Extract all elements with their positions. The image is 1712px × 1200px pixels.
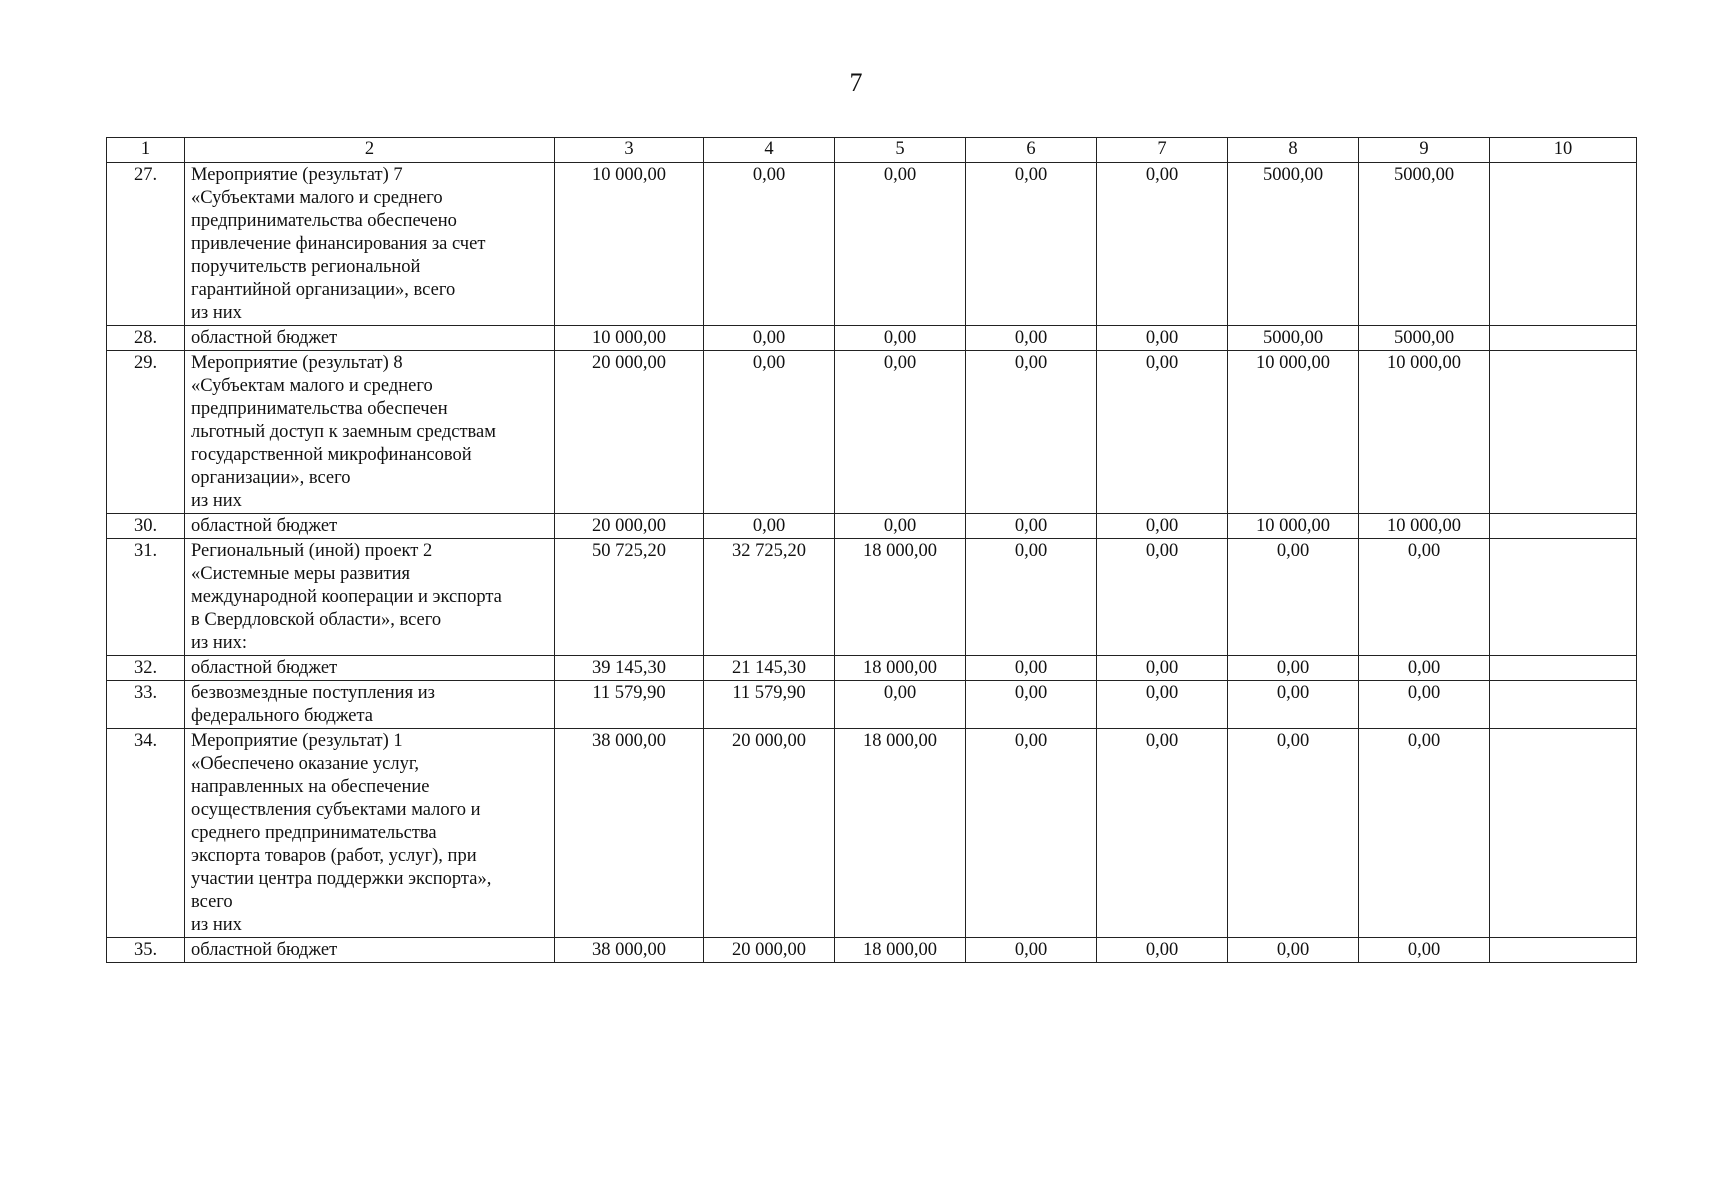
description-line: из них xyxy=(191,303,242,323)
column-header: 1 xyxy=(107,138,185,163)
value-cell: 18 000,00 xyxy=(835,729,966,938)
table-row xyxy=(107,729,1637,938)
row-number: 30. xyxy=(107,514,185,539)
column-header: 10 xyxy=(1490,138,1637,163)
value-cell: 10 000,00 xyxy=(555,326,704,351)
value-cell xyxy=(1490,681,1637,729)
description-line: областной бюджет xyxy=(191,516,338,536)
description-line: «Субъектами малого и среднего xyxy=(191,188,443,208)
value-cell: 0,00 xyxy=(1359,681,1490,729)
value-cell: 0,00 xyxy=(835,514,966,539)
value-cell: 0,00 xyxy=(1097,539,1228,656)
value-cell: 21 145,30 xyxy=(704,656,835,681)
description-line: предпринимательства обеспечено xyxy=(191,211,457,231)
value-cell: 0,00 xyxy=(1359,539,1490,656)
description-line: гарантийной организации», всего xyxy=(191,280,456,300)
value-cell: 0,00 xyxy=(1359,938,1490,963)
value-cell: 0,00 xyxy=(1097,729,1228,938)
row-number: 29. xyxy=(107,351,185,514)
value-cell: 0,00 xyxy=(1097,681,1228,729)
table-row xyxy=(107,163,1637,326)
value-cell: 18 000,00 xyxy=(835,656,966,681)
description-line: международной кооперации и экспорта xyxy=(191,587,502,607)
value-cell xyxy=(1490,351,1637,514)
value-cell: 18 000,00 xyxy=(835,539,966,656)
value-cell: 0,00 xyxy=(704,326,835,351)
value-cell: 11 579,90 xyxy=(704,681,835,729)
row-number: 35. xyxy=(107,938,185,963)
description-line: Мероприятие (результат) 7 xyxy=(191,165,403,185)
value-cell xyxy=(1490,656,1637,681)
column-header: 8 xyxy=(1228,138,1359,163)
value-cell: 0,00 xyxy=(966,351,1097,514)
description-line: из них: xyxy=(191,633,248,653)
description-line: привлечение финансирования за счет xyxy=(191,234,486,254)
value-cell: 32 725,20 xyxy=(704,539,835,656)
value-cell: 10 000,00 xyxy=(555,163,704,326)
row-number: 27. xyxy=(107,163,185,326)
value-cell: 0,00 xyxy=(1228,539,1359,656)
value-cell: 0,00 xyxy=(1097,514,1228,539)
description-line: Мероприятие (результат) 1 xyxy=(191,731,403,751)
value-cell: 38 000,00 xyxy=(555,938,704,963)
description-line: государственной микрофинансовой xyxy=(191,445,472,465)
description-line: экспорта товаров (работ, услуг), при xyxy=(191,846,477,866)
value-cell: 0,00 xyxy=(835,326,966,351)
description-line: из них xyxy=(191,915,242,935)
row-number: 32. xyxy=(107,656,185,681)
value-cell: 0,00 xyxy=(966,514,1097,539)
value-cell: 10 000,00 xyxy=(1359,514,1490,539)
description-line: «Системные меры развития xyxy=(191,564,410,584)
column-header: 5 xyxy=(835,138,966,163)
description-line: направленных на обеспечение xyxy=(191,777,430,797)
value-cell: 0,00 xyxy=(835,351,966,514)
value-cell: 0,00 xyxy=(1359,656,1490,681)
table-row xyxy=(107,539,1637,656)
value-cell: 50 725,20 xyxy=(555,539,704,656)
table-row xyxy=(107,514,1637,539)
value-cell: 0,00 xyxy=(1097,656,1228,681)
value-cell: 18 000,00 xyxy=(835,938,966,963)
description-line: «Субъектам малого и среднего xyxy=(191,376,433,396)
table-body xyxy=(107,163,1637,963)
value-cell xyxy=(1490,163,1637,326)
column-header: 4 xyxy=(704,138,835,163)
column-header: 6 xyxy=(966,138,1097,163)
description-line: областной бюджет xyxy=(191,940,338,960)
value-cell xyxy=(1490,326,1637,351)
description-line: организации», всего xyxy=(191,468,351,488)
description-line: федерального бюджета xyxy=(191,706,374,726)
value-cell: 0,00 xyxy=(1359,729,1490,938)
table-row xyxy=(107,351,1637,514)
value-cell: 0,00 xyxy=(966,163,1097,326)
row-description xyxy=(185,656,555,681)
value-cell: 38 000,00 xyxy=(555,729,704,938)
column-header: 9 xyxy=(1359,138,1490,163)
value-cell: 5000,00 xyxy=(1228,326,1359,351)
description-line: осуществления субъектами малого и xyxy=(191,800,481,820)
table-row xyxy=(107,326,1637,351)
value-cell: 20 000,00 xyxy=(555,514,704,539)
description-line: среднего предпринимательства xyxy=(191,823,437,843)
value-cell: 0,00 xyxy=(966,729,1097,938)
row-number: 28. xyxy=(107,326,185,351)
description-line: предпринимательства обеспечен xyxy=(191,399,448,419)
value-cell xyxy=(1490,938,1637,963)
description-line: областной бюджет xyxy=(191,328,338,348)
value-cell: 0,00 xyxy=(704,514,835,539)
value-cell: 0,00 xyxy=(835,163,966,326)
description-line: «Обеспечено оказание услуг, xyxy=(191,754,419,774)
value-cell: 20 000,00 xyxy=(555,351,704,514)
value-cell: 20 000,00 xyxy=(704,938,835,963)
row-description xyxy=(185,326,555,351)
row-description xyxy=(185,163,555,326)
value-cell: 39 145,30 xyxy=(555,656,704,681)
row-description xyxy=(185,351,555,514)
description-line: в Свердловской области», всего xyxy=(191,610,442,630)
value-cell: 0,00 xyxy=(1097,326,1228,351)
value-cell: 0,00 xyxy=(1228,656,1359,681)
column-header: 7 xyxy=(1097,138,1228,163)
description-line: участии центра поддержки экспорта», xyxy=(191,869,492,889)
value-cell: 10 000,00 xyxy=(1228,351,1359,514)
value-cell xyxy=(1490,729,1637,938)
row-number: 31. xyxy=(107,539,185,656)
description-line: поручительств региональной xyxy=(191,257,421,277)
value-cell: 10 000,00 xyxy=(1228,514,1359,539)
column-header: 2 xyxy=(185,138,555,163)
description-line: Мероприятие (результат) 8 xyxy=(191,353,403,373)
description-line: безвозмездные поступления из xyxy=(191,683,435,703)
description-line: льготный доступ к заемным средствам xyxy=(191,422,496,442)
value-cell: 0,00 xyxy=(835,681,966,729)
value-cell: 0,00 xyxy=(966,326,1097,351)
value-cell: 5000,00 xyxy=(1228,163,1359,326)
value-cell: 5000,00 xyxy=(1359,326,1490,351)
table-row xyxy=(107,938,1637,963)
value-cell: 0,00 xyxy=(1228,729,1359,938)
value-cell: 10 000,00 xyxy=(1359,351,1490,514)
page-number: 7 xyxy=(849,68,863,97)
row-description xyxy=(185,514,555,539)
value-cell: 0,00 xyxy=(704,351,835,514)
description-line: Региональный (иной) проект 2 xyxy=(191,541,433,561)
value-cell xyxy=(1490,539,1637,656)
value-cell xyxy=(1490,514,1637,539)
description-line: всего xyxy=(191,892,233,912)
row-number: 33. xyxy=(107,681,185,729)
budget-table xyxy=(106,137,1637,963)
value-cell: 5000,00 xyxy=(1359,163,1490,326)
value-cell: 11 579,90 xyxy=(555,681,704,729)
value-cell: 0,00 xyxy=(1228,681,1359,729)
value-cell: 0,00 xyxy=(1097,938,1228,963)
value-cell: 0,00 xyxy=(966,539,1097,656)
column-header: 3 xyxy=(555,138,704,163)
row-description xyxy=(185,539,555,656)
table-row xyxy=(107,656,1637,681)
description-line: из них xyxy=(191,491,242,511)
value-cell: 0,00 xyxy=(966,681,1097,729)
row-description xyxy=(185,938,555,963)
header-row xyxy=(107,138,1637,163)
table-row xyxy=(107,681,1637,729)
value-cell: 0,00 xyxy=(704,163,835,326)
value-cell: 0,00 xyxy=(966,938,1097,963)
row-description xyxy=(185,681,555,729)
description-line: областной бюджет xyxy=(191,658,338,678)
value-cell: 0,00 xyxy=(1097,351,1228,514)
value-cell: 0,00 xyxy=(1228,938,1359,963)
row-description xyxy=(185,729,555,938)
value-cell: 0,00 xyxy=(966,656,1097,681)
value-cell: 20 000,00 xyxy=(704,729,835,938)
row-number: 34. xyxy=(107,729,185,938)
value-cell: 0,00 xyxy=(1097,163,1228,326)
